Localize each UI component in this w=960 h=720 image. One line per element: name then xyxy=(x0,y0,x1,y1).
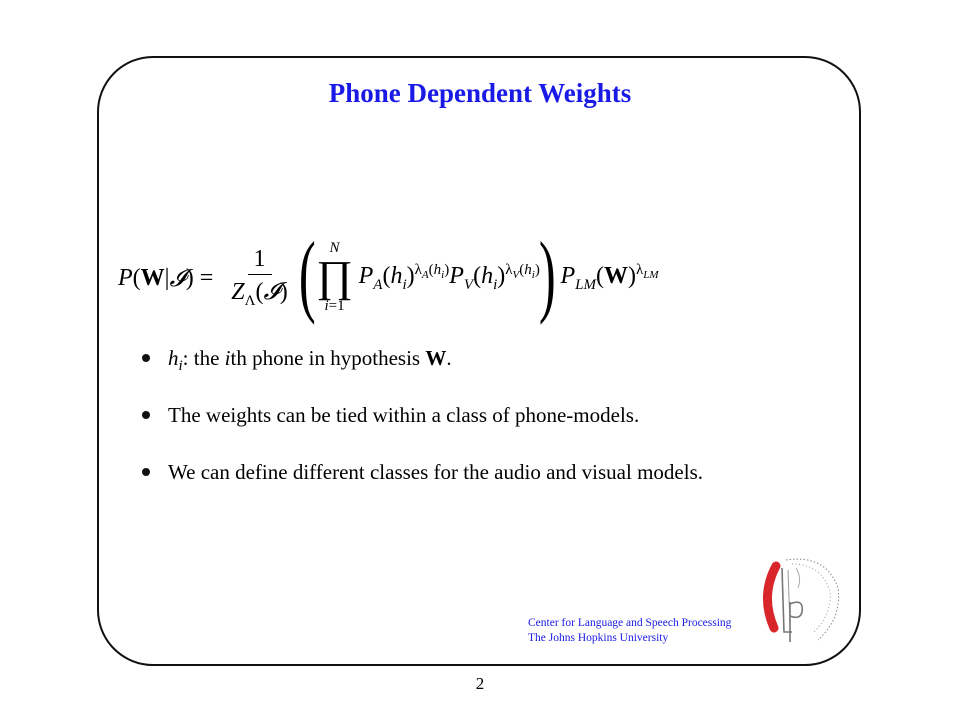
institution-line-2: The Johns Hopkins University xyxy=(528,632,669,644)
page-number: 2 xyxy=(475,674,485,693)
bullet-list xyxy=(140,340,840,511)
eq-product xyxy=(316,241,352,314)
eq-left-paren: ( xyxy=(298,223,316,325)
eq-frac-numerator: 1 xyxy=(248,246,272,275)
eq-plm-term: $P_{LM}(W)^{\lambda_{LM}}$ xyxy=(560,262,659,293)
eq-lhs-i: 𝓘 xyxy=(169,264,186,292)
eq-right-paren: ) xyxy=(538,223,556,325)
eq-frac-denominator: $Z_\Lambda(𝓘)$ xyxy=(231,277,288,310)
institution-credit xyxy=(528,616,731,646)
eq-lhs-p: P xyxy=(118,264,133,291)
bullet-item-3: We can define different classes for the audio and visual models. xyxy=(140,454,840,511)
eq-prod-symbol: ∏ xyxy=(316,252,353,302)
equation: P ( W | 𝓘 ) = $\frac{1}{Z_\Lambda(𝓘)}$ ( N ∏ i=1 $P_A(h_i)^{\lambda_A(h_i)}$ $P_V(h_i)^{\lambda_V(h_i)}$ ) $P_{LM}(W)^{\lambda_{LM}}$ xyxy=(118,223,659,325)
eq-prod-upper: N xyxy=(329,240,340,257)
eq-pv-term: $P_V(h_i)^{\lambda_V(h_i)}$ xyxy=(449,262,540,293)
eq-lhs-w: W xyxy=(140,264,165,291)
eq-fraction xyxy=(225,246,293,310)
institution-line-1: Center for Language and Speech Processing xyxy=(528,617,732,629)
eq-pa-term: $P_A(h_i)^{\lambda_A(h_i)}$ xyxy=(358,262,450,293)
bullet-item-1: $h_i$: the ith phone in hypothesis W. xyxy=(140,340,840,397)
slide-title: Phone Dependent Weights xyxy=(328,78,632,108)
eq-prod-lower: i=1 xyxy=(324,298,345,315)
clsp-logo-icon xyxy=(752,548,844,648)
bullet-item-2: The weights can be tied within a class of phone-models. xyxy=(140,397,840,454)
